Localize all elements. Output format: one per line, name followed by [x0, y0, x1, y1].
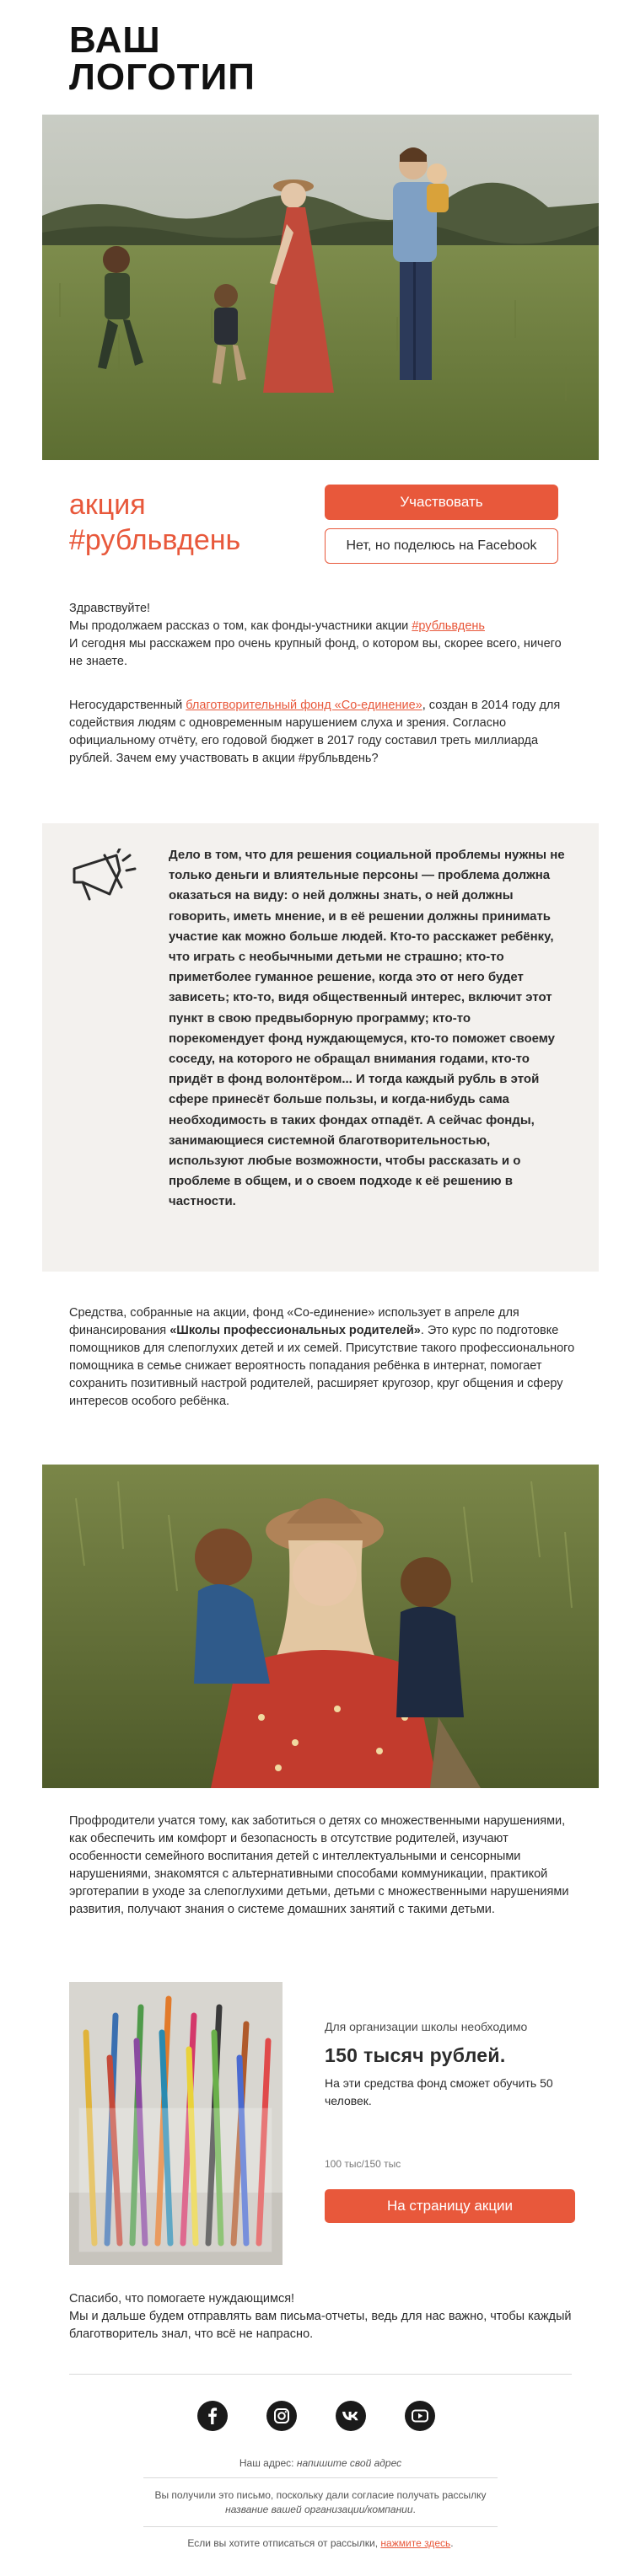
- footer-divider: [69, 2374, 572, 2375]
- school-paragraph: Профродители учатся тому, как заботиться о детях со множественными нарушениями, как обеспечить им комфорт и безопасность в отсутствие родителей, изучают особенности семейного воспитания детей с интеллектуальными и сенсорными нарушениями, знакомятся с альтернативными способами коммуникации, практикой эрготерапии в уходе за слепоглухими детьми, детьми с множественными нарушениями развития, получают знания о системе домашних занятий с такими детьми.: [69, 1814, 569, 1916]
- fund-link[interactable]: благотворительный фонд «Со-единение»: [186, 699, 422, 712]
- organization-name: название вашей организации/компании: [225, 2504, 413, 2515]
- footer-address: Наш адрес: напишите свой адрес: [239, 2457, 402, 2469]
- campaign-title: [69, 487, 240, 558]
- pencils-image: [69, 1982, 283, 2265]
- greeting: Здравствуйте!: [69, 602, 151, 615]
- quote-text: Дело в том, что для решения социальной проблемы нужны не только деньги и влиятельные персоны — проблема должна оказаться на виду: о ней должны знать, о ней должны говорить, иметь мнение, и в её решении должны принимать участие как можно больше людей. Кто-то расскажет ребёнку, что играть с необычными детьми не страшно; кто-то приметболее гуманное решение, когда это от него будет зависеть; кто-то, видя общественный интерес, включит этот пункт в свою предвыборную программу; кто-то порекомендует фонд нуждающемуся, кто-то поможет своему соседу, на которого не обращал внимания годами, кто-то придёт в фонд волонтёром... И тогда каждый рубль в этой сфере принесёт больше пользы, и когда-нибудь сама необходимость в таких фондах отпадёт. А сейчас фонды, занимающиеся системной благотворительностью, используют любые возможности, чтобы рассказать и о проблеме в общем, и о своем подходе к её решению в частности.: [169, 848, 565, 1209]
- mother-children-image: [42, 1465, 599, 1788]
- logo: ВАШ ЛОГОТИП: [69, 19, 256, 98]
- need-label: Для организации школы необходимо: [325, 2020, 528, 2033]
- quote-block: [42, 823, 599, 1272]
- thanks-line1: Спасибо, что помогаете нуждающимся!: [69, 2292, 295, 2306]
- school-name: «Школы профессиональных родителей»: [170, 1324, 421, 1337]
- vk-icon[interactable]: [336, 2401, 366, 2431]
- thanks-line2: Мы и дальше будем отправлять вам письма-отчеты, ведь для нас важно, чтобы каждый благотворитель знал, что всё не напрасно.: [69, 2310, 572, 2341]
- social-links: [42, 2401, 599, 2431]
- intro-line1: Мы продолжаем рассказ о том, как фонды-участники акции #рубльвдень: [69, 619, 485, 633]
- campaign-title-line2: #рубльвдень: [69, 524, 241, 556]
- instagram-icon[interactable]: [266, 2401, 297, 2431]
- participate-button[interactable]: Участвовать: [325, 485, 558, 520]
- youtube-icon[interactable]: [405, 2401, 435, 2431]
- fund-paragraph: Негосударственный благотворительный фонд «Со-единение», создан в 2014 году для содействия людям с одновременным нарушением слуха и зрения. Согласно официальному отчёту, его годовой бюджет в 2017 году составил треть миллиарда рублей. Зачем ему участвовать в акции #рубльвдень?: [69, 699, 561, 765]
- footer-divider-3: [143, 2526, 498, 2527]
- email-body: [42, 0, 599, 2576]
- unsubscribe-link[interactable]: нажмите здесь: [380, 2537, 451, 2549]
- donation-info: [325, 2018, 569, 2110]
- intro-paragraph: [69, 600, 575, 671]
- campaign-title-line1: акция: [69, 489, 146, 521]
- target-amount: 150 тысяч рублей.: [325, 2044, 506, 2066]
- intro-line2: И сегодня мы расскажем про очень крупный фонд, о котором вы, скорее всего, ничего не знаете.: [69, 637, 562, 668]
- footer-unsubscribe: Если вы хотите отписаться от рассылки, нажмите здесь.: [187, 2537, 454, 2549]
- hero-image: [42, 115, 599, 460]
- hashtag-link[interactable]: #рубльвдень: [412, 619, 485, 633]
- facebook-icon[interactable]: [197, 2401, 228, 2431]
- footer-consent: Вы получили это письмо, поскольку дали согласие получать рассылку название вашей организации/компании.: [154, 2489, 487, 2515]
- campaign-page-button[interactable]: На страницу акции: [325, 2189, 575, 2223]
- megaphone-icon: [67, 849, 138, 912]
- funds-use-paragraph: Средства, собранные на акции, фонд «Со-единение» использует в апреле для финансирования «Школы профессиональных родителей». Это курс по подготовке помощников для слепоглухих детей и их семей. Присутствие такого профессионального помощника в семье снижает вероятность попадания ребёнка в интернат, помогает сохранить позитивный настрой родителей, расширяет кругозор, круг общения и сферу интересов особого ребёнка.: [69, 1306, 575, 1408]
- share-facebook-button[interactable]: Нет, но поделюсь на Facebook: [325, 528, 558, 564]
- need-description: На эти средства фонд сможет обучить 50 человек.: [325, 2076, 553, 2107]
- address-value: напишите свой адрес: [296, 2457, 402, 2469]
- progress-label: 100 тыс/150 тыс: [325, 2158, 401, 2170]
- footer-divider-2: [143, 2477, 498, 2478]
- thanks-paragraph: [69, 2290, 575, 2343]
